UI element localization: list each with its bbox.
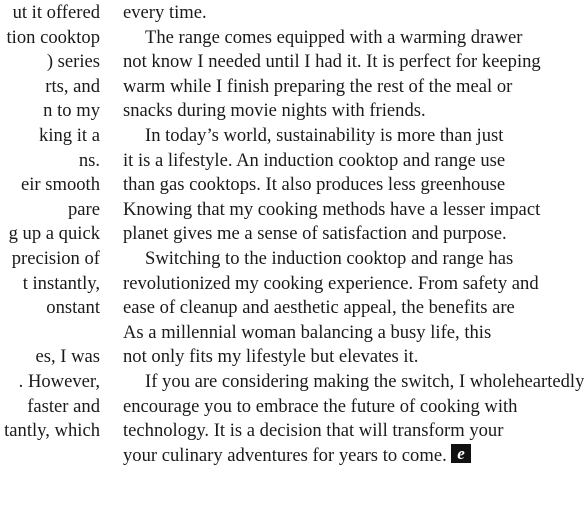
line-text: In today’s world, sustainability is more than just xyxy=(145,124,504,146)
left-column-line xyxy=(0,321,100,346)
right-column-line xyxy=(123,419,512,444)
line-text: not only fits my lifestyle but elevates it. xyxy=(123,346,419,368)
left-column-line: pare xyxy=(68,198,100,220)
left-column-line: g up a quick xyxy=(8,223,100,245)
right-column-line xyxy=(123,296,515,321)
right-column-line xyxy=(123,26,523,51)
left-column-line: ) series xyxy=(46,51,100,73)
line-text: Switching to the induction cooktop and range has xyxy=(145,247,514,269)
line-text: warm while I finish preparing the rest of the meal or xyxy=(123,75,513,97)
line-text: planet gives me a sense of satisfaction and purpose. xyxy=(123,223,507,245)
left-column-line: ut it offered xyxy=(12,2,100,23)
right-text-column xyxy=(123,1,584,468)
line-text: The range comes equipped with a warming drawer xyxy=(145,26,523,48)
line-text: revolutionized my cooking experience. From safety and xyxy=(123,272,539,294)
left-text-column xyxy=(0,1,100,444)
line-text: Knowing that my cooking methods have a lesser impact xyxy=(123,198,541,220)
line-text: If you are considering making the switch, I wholeheartedly xyxy=(145,370,584,392)
right-column-line xyxy=(123,222,512,247)
left-column-line: tantly, which xyxy=(4,420,100,442)
right-column-line xyxy=(123,173,512,198)
right-column-line xyxy=(123,198,541,223)
left-column-line: onstant xyxy=(46,297,100,319)
right-column-line xyxy=(123,149,512,174)
line-text: technology. It is a decision that will transform your xyxy=(123,420,504,442)
line-text: ease of cleanup and aesthetic appeal, the benefits are xyxy=(123,297,515,319)
right-column-line xyxy=(123,444,512,469)
left-column-line: es, I was xyxy=(35,346,100,368)
right-column-line xyxy=(123,75,512,100)
line-text: every time. xyxy=(123,2,207,23)
left-column-line: faster and xyxy=(27,395,100,417)
left-column-line: ns. xyxy=(78,149,100,171)
right-column-line xyxy=(123,345,512,370)
line-text: it is a lifestyle. An induction cooktop and range use xyxy=(123,149,506,171)
svg-text:e: e xyxy=(456,443,465,463)
right-column-line xyxy=(123,50,541,75)
left-column-line: tion cooktop xyxy=(6,26,100,48)
line-text: snacks during movie nights with friends. xyxy=(123,100,426,122)
left-column-line: rts, and xyxy=(45,75,100,97)
line-text: than gas cooktops. It also produces less greenhouse xyxy=(123,174,506,196)
right-column-line xyxy=(123,1,512,26)
right-column-line xyxy=(123,370,584,395)
right-column-line xyxy=(123,272,539,297)
line-text: As a millennial woman balancing a busy life, this xyxy=(123,321,492,343)
right-column-line xyxy=(123,247,512,272)
right-column-line xyxy=(123,99,512,124)
line-text: your culinary adventures for years to come. xyxy=(123,444,447,466)
line-text: encourage you to embrace the future of cooking with xyxy=(123,395,518,417)
left-column-line: eir smooth xyxy=(20,174,100,196)
left-column-line: t instantly, xyxy=(22,272,100,294)
left-column-line: n to my xyxy=(43,100,100,122)
left-column-line: king it a xyxy=(39,124,100,146)
left-column-line: . However, xyxy=(18,370,100,392)
end-of-article-icon xyxy=(451,444,471,463)
left-column-line: precision of xyxy=(11,247,100,269)
right-column-line xyxy=(123,395,518,420)
line-text: not know I needed until I had it. It is perfect for keeping xyxy=(123,51,541,73)
right-column-line xyxy=(123,321,512,346)
right-column-line xyxy=(123,124,512,149)
